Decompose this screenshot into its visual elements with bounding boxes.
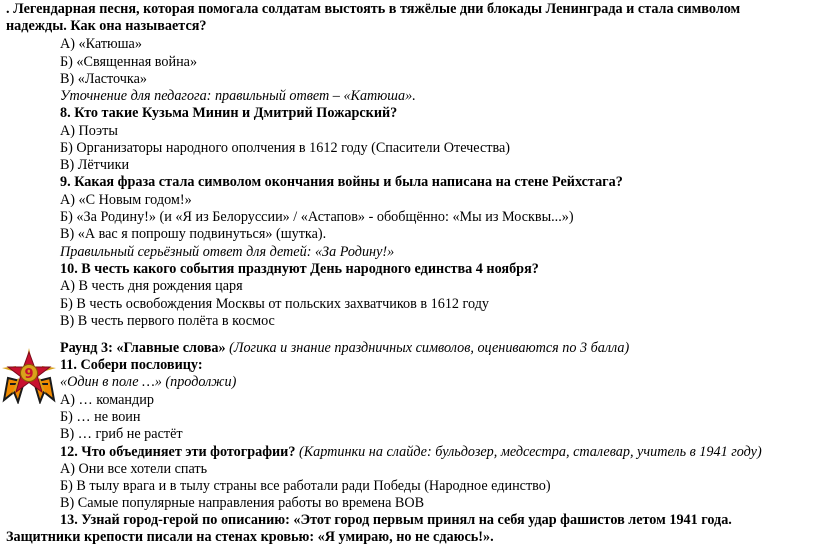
q12-option-c: В) Самые популярные направления работы во времена ВОВ [60,495,425,511]
q12-note: (Картинки на слайде: бульдозер, медсестра, сталевар, учитель в 1941 году) [299,444,762,460]
q7-option-c: В) «Ласточка» [60,71,147,87]
q12-option-b: Б) В тылу врага и в тылу страны все работали ради Победы (Народное единство) [60,478,551,494]
q10-option-b: Б) В честь освобождения Москвы от польских захватчиков в 1612 году [60,296,490,312]
q7-option-b: Б) «Священная война» [60,54,198,70]
q7-text: . Легендарная песня, которая помогала солдатам выстоять в тяжёлые дни блокады Ленинграда и стала символом [6,1,741,17]
q8-text: 8. Кто такие Кузьма Минин и Дмитрий Пожарский? [60,105,398,121]
q13-text: 13. Узнай город-герой по описанию: «Этот город первым принял на себя удар фашистов летом 1941 года. [60,512,732,528]
round3-heading [60,339,629,357]
q11-option-a: А) … командир [60,392,154,408]
q11-hint: «Один в поле …» (продолжи) [60,374,237,390]
q10-text: 10. В честь какого события празднуют День народного единства 4 ноября? [60,261,539,277]
q9-option-c: В) «А вас я попрошу подвинуться» (шутка). [60,226,327,242]
q9-teacher-note: Правильный серьёзный ответ для детей: «За Родину!» [60,244,395,260]
q12-heading [60,443,762,461]
q9-option-a: А) «С Новым годом!» [60,192,192,208]
q8-option-a: А) Поэты [60,123,118,139]
q11-text: 11. Собери пословицу: [60,357,203,373]
round3-note: (Логика и знание праздничных символов, оцениваются по 3 балла) [229,340,630,356]
q8-option-c: В) Лётчики [60,157,130,173]
q9-option-b: Б) «За Родину!» (и «Я из Белоруссии» / «Астапов» - обобщённо: «Мы из Москвы...») [60,209,574,225]
q11-option-c: В) … гриб не растёт [60,426,183,442]
q10-option-a: А) В честь дня рождения царя [60,278,243,294]
q11-option-b: Б) … не воин [60,409,141,425]
badge-number: 9 [24,367,34,382]
q8-option-b: Б) Организаторы народного ополчения в 1612 году (Спасители Отечества) [60,140,510,156]
round3-title: Раунд 3: «Главные слова» [60,340,226,356]
victory-star-badge-icon [2,348,56,404]
q7-teacher-note: Уточнение для педагога: правильный ответ – «Катюша». [60,88,416,104]
q12-text: 12. Что объединяет эти фотографии? [60,444,296,460]
q13-text-cont: Защитники крепости писали на стенах кровью: «Я умираю, но не сдаюсь!». [6,529,494,545]
q7-text-cont: надежды. Как она называется? [6,18,207,34]
q12-option-a: А) Они все хотели спать [60,461,208,477]
q7-option-a: А) «Катюша» [60,36,142,52]
q10-option-c: В) В честь первого полёта в космос [60,313,275,329]
q9-text: 9. Какая фраза стала символом окончания войны и была написана на стене Рейхстага? [60,174,623,190]
